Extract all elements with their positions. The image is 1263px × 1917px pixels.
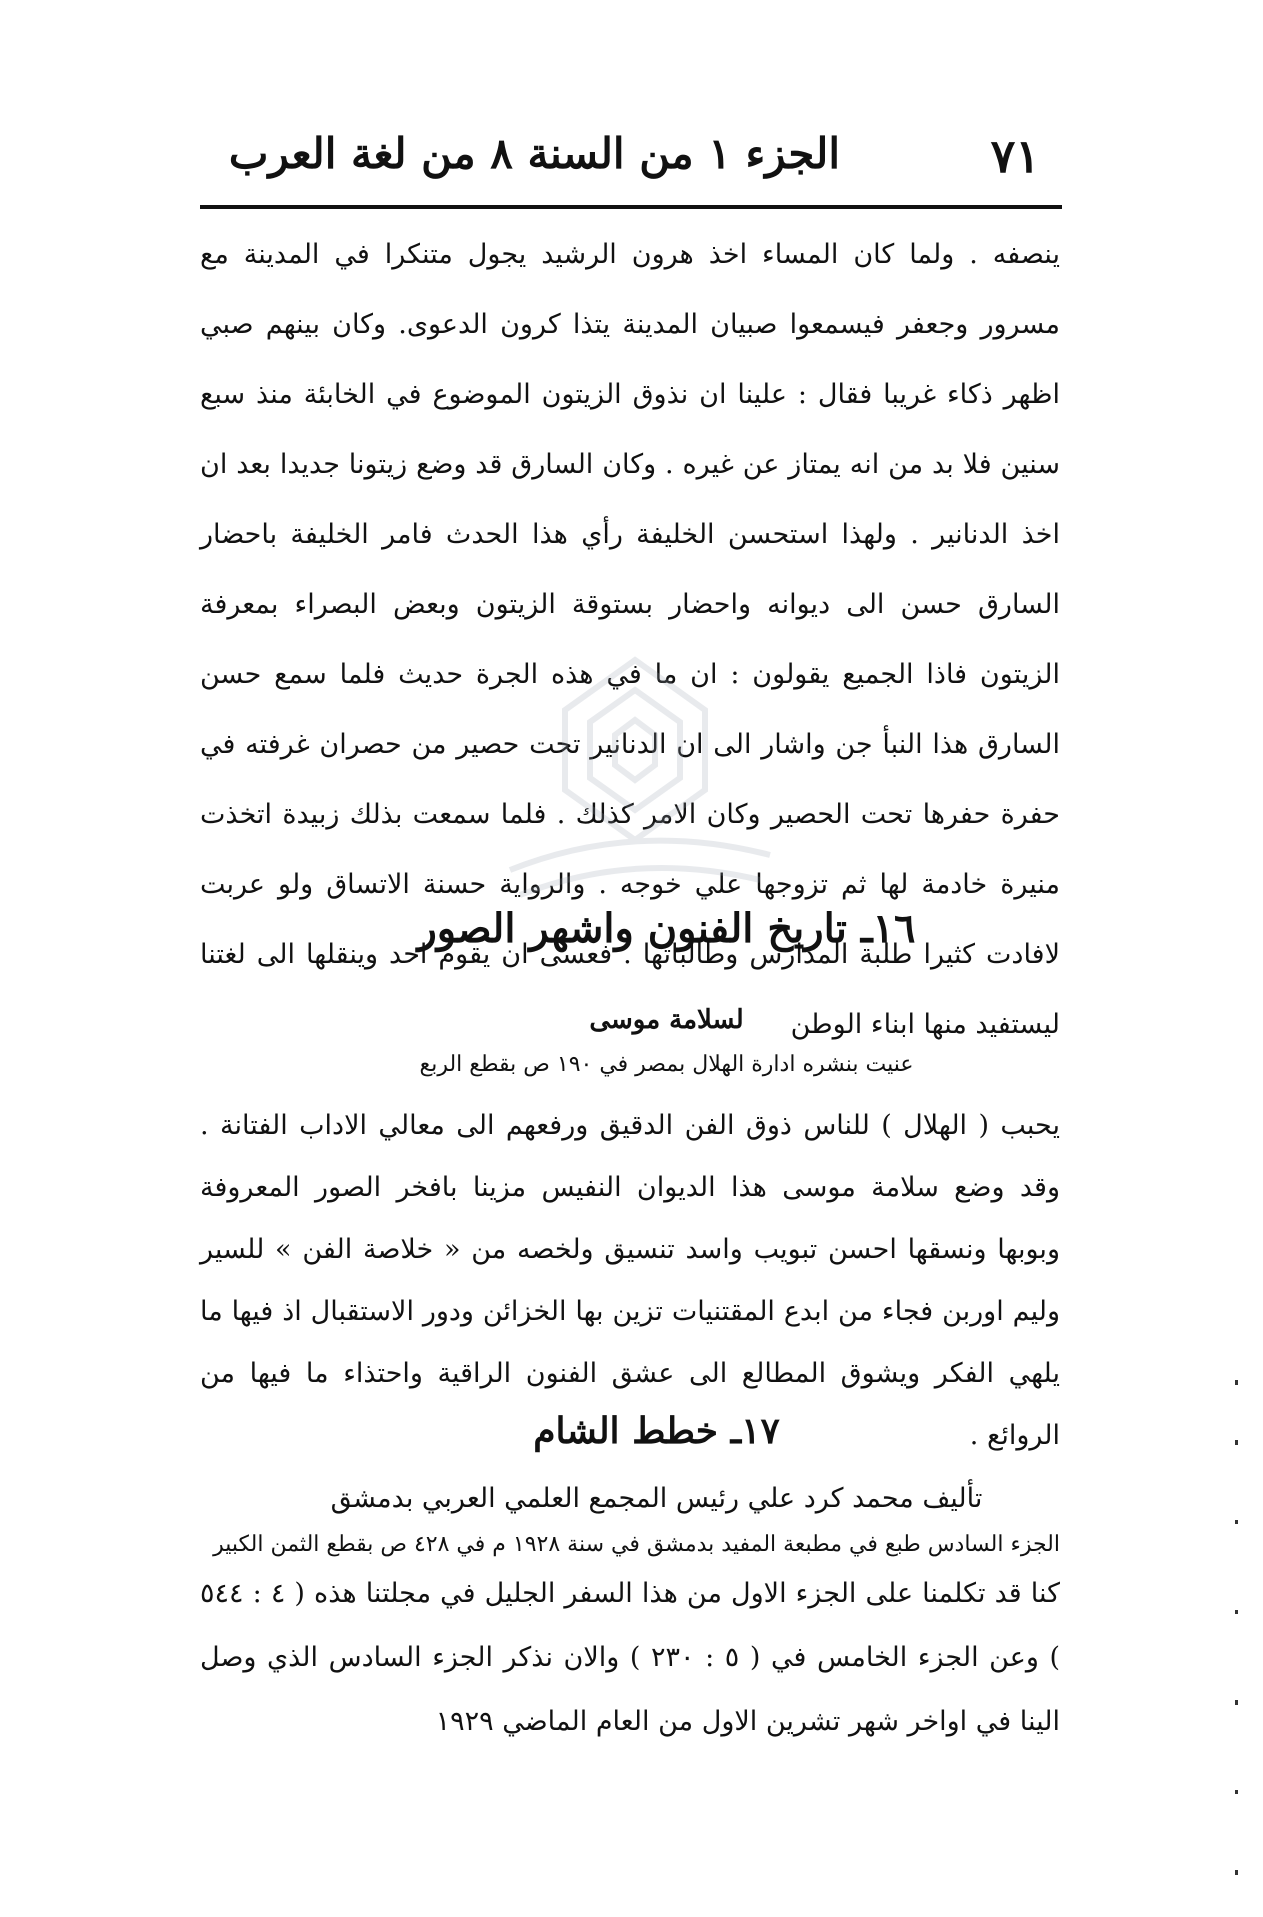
page-number: ٧١	[990, 129, 1040, 183]
page-header	[228, 125, 1040, 195]
section-16-heading: ١٦ـ تاريخ الفنون واشهر الصور	[417, 905, 916, 952]
section-16-publication-info: عنيت بنشره ادارة الهلال بمصر في ١٩٠ ص بقطع الربع	[419, 1052, 914, 1077]
paragraph: كنا قد تكلمنا على الجزء الاول من هذا السفر الجليل في مجلتنا هذه ( ٤ : ٥٤٤ ) وعن الجزء الخامس في ( ٥ : ٢٣٠ ) والان نذكر الجزء السادس الذي وصل الينا في اواخر شهر تشرين الاول من العام الماضي ١٩٢٩	[200, 1578, 1061, 1737]
section-16-author: لسلامة موسى	[589, 1005, 744, 1035]
section-17-heading: ١٧ـ خطط الشام	[533, 1410, 780, 1452]
section-17-review	[200, 1562, 1060, 1754]
running-title: الجزء ١ من السنة ٨ من لغة العرب	[228, 129, 840, 178]
scan-edge-marks	[1232, 1380, 1242, 1900]
paragraph: يحبب ( الهلال ) للناس ذوق الفن الدقيق ورفعهم الى معالي الاداب الفتانة . وقد وضع سلامة موسى هذا الديوان النفيس مزينا بافخر الصور المعروفة وبوبها ونسقها احسن تبويب واسد تنسيق ولخصه من « خلاصة الفن » للسير وليم اوربن فجاء من ابدع المقتنيات تزين بها الخزائن ودور الاستقبال اذ فيها ما يلهي الفكر ويشوق المطالع الى عشق الفنون الراقية واحتذاء ما فيها من الروائع .	[200, 1110, 1060, 1451]
section-17-publication-info: الجزء السادس طبع في مطبعة المفيد بدمشق في سنة ١٩٢٨ م في ٤٢٨ ص بقطع الثمن الكبير	[213, 1532, 1060, 1557]
paragraph: ينصفه . ولما كان المساء اخذ هرون الرشيد يجول متنكرا في المدينة مع مسرور وجعفر فيسمعوا صبيان المدينة يتذا كرون الدعوى. وكان بينهم صبي اظهر ذكاء غريبا فقال : علينا ان نذوق الزيتون الموضوع في الخابئة منذ سبع سنين فلا بد من انه يمتاز عن غيره . وكان السارق قد وضع زيتونا جديدا بعد ان اخذ الدنانير . ولهذا استحسن الخليفة رأي هذا الحدث فامر الخليفة باحضار السارق حسن الى ديوانه واحضار بستوقة الزيتون وبعض البصراء بمعرفة الزيتون فاذا الجميع يقولون : ان ما في هذه الجرة حديث فلما سمع حسن السارق هذا النبأ جن واشار الى ان الدنانير تحت حصير من حصران غرفته في حفرة حفرها تحت الحصير وكان الامر كذلك . فلما سمعت بذلك زبيدة اتخذت منيرة خادمة لها ثم تزوجها علي خوجه . والرواية حسنة الاتساق ولو عربت لافادت كثيرا طلبة المدارس وطالباتها . فعسى ان يقوم احد وينقلها الى لغتنا ليستفيد منها ابناء الوطن	[200, 239, 1060, 1040]
header-divider	[200, 205, 1062, 209]
library-seal-icon	[470, 640, 800, 940]
section-17-author: تأليف محمد كرد علي رئيس المجمع العلمي العربي بدمشق	[330, 1483, 983, 1514]
